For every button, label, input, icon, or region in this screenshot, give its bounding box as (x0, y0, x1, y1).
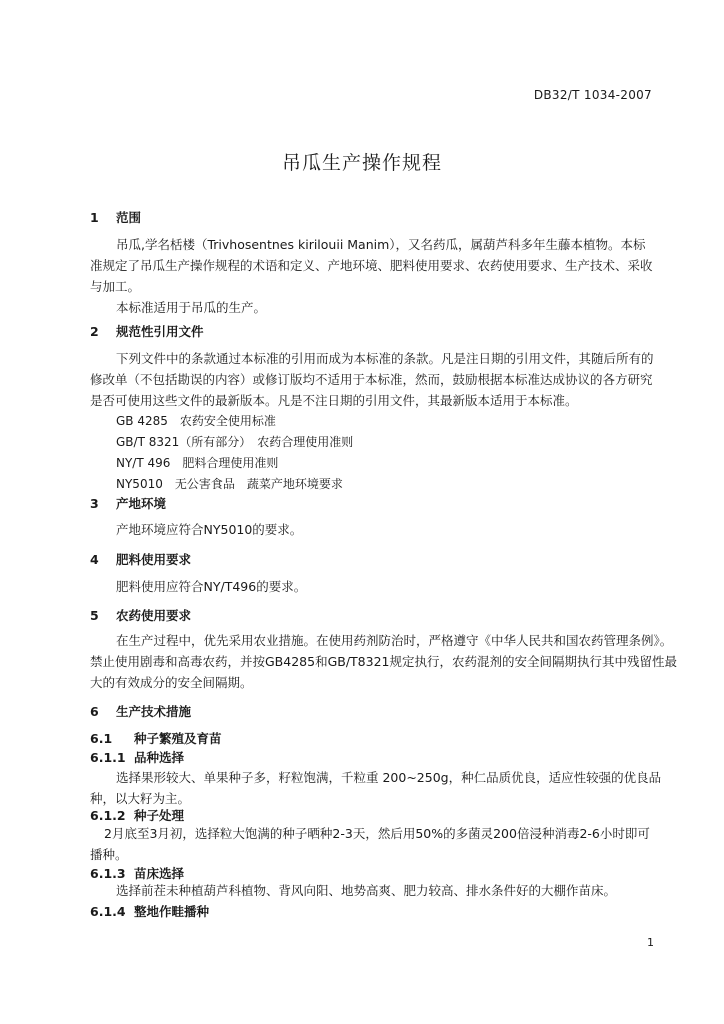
reference-item: NY5010 无公害食品 蔬菜产地环境要求 (116, 477, 343, 491)
text-line: 播种。 (90, 847, 128, 862)
section-6-heading (90, 702, 191, 720)
section-title: 生产技术措施 (116, 704, 192, 719)
subsection-title: 品种选择 (134, 750, 185, 765)
section-2-paragraph (90, 348, 654, 495)
subsection-6-1-3-paragraph: 选择前茬未种植葫芦科植物、背风向阳、地势高爽、肥力较高、排水条件好的大棚作苗床。 (116, 883, 617, 898)
subsection-6-1-2-heading (90, 806, 184, 824)
page-title: 吊瓜生产操作规程 (281, 152, 442, 174)
section-4-paragraph: 肥料使用应符合NY/T496的要求。 (116, 579, 307, 594)
standard-number: DB32/T 1034-2007 (533, 88, 652, 102)
section-number: 1 (90, 210, 99, 225)
section-4-heading (90, 550, 191, 568)
section-title: 规范性引用文件 (116, 324, 204, 339)
section-title: 范围 (116, 210, 142, 225)
section-number: 2 (90, 324, 99, 339)
text-line: 是否可使用这些文件的最新版本。凡是不注日期的引用文件，其最新版本适用于本标准。 (90, 393, 578, 408)
section-5-paragraph (90, 630, 677, 693)
section-2-heading (90, 322, 204, 340)
reference-item: NY/T 496 肥料合理使用准则 (116, 456, 279, 470)
text-line: 大的有效成分的安全间隔期。 (90, 675, 253, 690)
text-line: 种，以大籽为主。 (90, 791, 191, 806)
section-title: 肥料使用要求 (116, 552, 192, 567)
text-line: 2月底至3月初，选择粒大饱满的种子晒种2-3天，然后用50%的多菌灵200倍浸种消毒2-6小时即可 (104, 826, 650, 841)
subsection-title: 种子处理 (134, 808, 185, 823)
subsection-6-1-2-paragraph (90, 823, 650, 865)
text-line: 本标准适用于吊瓜的生产。 (116, 300, 267, 315)
subsection-title: 苗床选择 (134, 866, 185, 881)
text-line: 与加工。 (90, 279, 141, 294)
section-5-heading (90, 606, 191, 624)
reference-item: GB/T 8321（所有部分） 农药合理使用准则 (116, 435, 354, 449)
section-number: 5 (90, 608, 99, 623)
page-number: 1 (647, 936, 654, 949)
subsection-number: 6.1.2 (90, 808, 126, 823)
text-line: 在生产过程中，优先采用农业措施。在使用药剂防治时，严格遵守《中华人民共和国农药管理条例》。 (116, 633, 673, 648)
subsection-6-1-1-paragraph (90, 767, 661, 809)
section-title: 产地环境 (116, 496, 167, 511)
section-3-paragraph: 产地环境应符合NY5010的要求。 (116, 522, 303, 537)
text-line: 修改单（不包括勘误的内容）或修订版均不适用于本标准，然而，鼓励根据本标准达成协议的各方研究 (90, 372, 653, 387)
section-number: 3 (90, 496, 99, 511)
section-number: 4 (90, 552, 99, 567)
subsection-number: 6.1 (90, 731, 113, 746)
subsection-6-1-heading (90, 729, 222, 747)
section-number: 6 (90, 704, 99, 719)
section-title: 农药使用要求 (116, 608, 192, 623)
reference-item: GB 4285 农药安全使用标准 (116, 414, 276, 428)
section-3-heading (90, 494, 166, 512)
text-line: 下列文件中的条款通过本标准的引用而成为本标准的条款。凡是注日期的引用文件，其随后所有的 (116, 351, 654, 366)
text-line: 禁止使用剧毒和高毒农药，并按GB4285和GB/T8321规定执行，农药混剂的安全间隔期执行其中残留性最 (90, 654, 677, 669)
subsection-number: 6.1.4 (90, 904, 126, 919)
subsection-6-1-1-heading (90, 748, 184, 766)
subsection-number: 6.1.3 (90, 866, 126, 881)
text-line: 选择果形较大、单果种子多，籽粒饱满，千粒重 200~250g，种仁品质优良，适应性较强的优良品 (116, 770, 662, 785)
text-line: 吊瓜,学名栝楼（Trivhosentnes kirilouii Manim），又名药瓜，属葫芦科多年生藤本植物。本标 (116, 237, 646, 252)
subsection-title: 种子繁殖及育苗 (134, 731, 222, 746)
subsection-title: 整地作畦播种 (134, 904, 210, 919)
subsection-6-1-4-heading (90, 902, 209, 920)
section-1-paragraph (90, 234, 653, 318)
subsection-number: 6.1.1 (90, 750, 126, 765)
section-1-heading (90, 208, 141, 226)
text-line: 准规定了吊瓜生产操作规程的术语和定义、产地环境、肥料使用要求、农药使用要求、生产技术、采收 (90, 258, 653, 273)
